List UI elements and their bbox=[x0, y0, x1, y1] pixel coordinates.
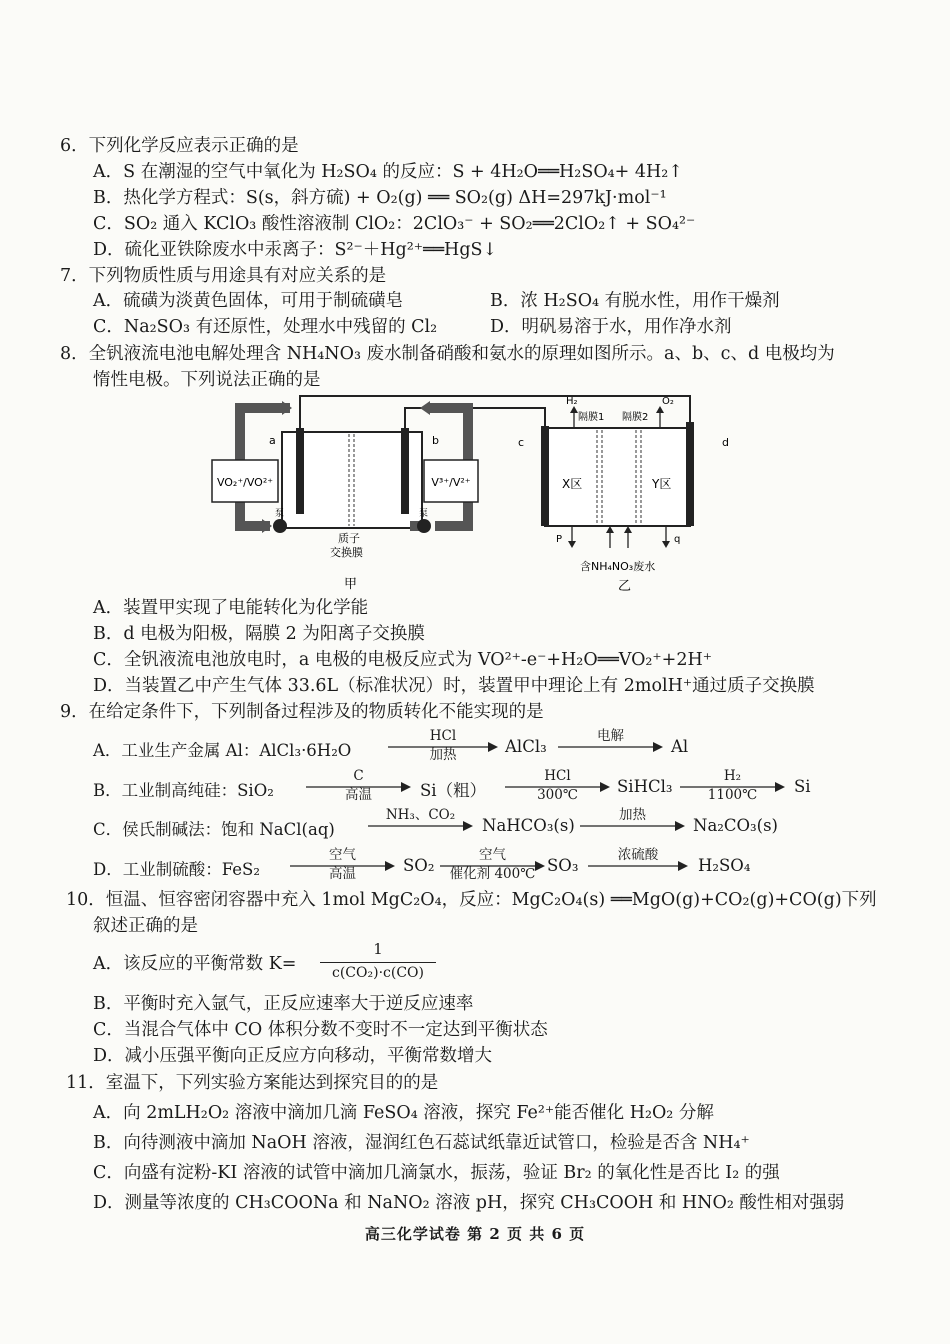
q10-fraction-denominator: c(CO₂)·c(CO) bbox=[332, 965, 424, 981]
q9-b-arrow-1: C 高温 bbox=[306, 769, 411, 805]
q9-c-arrow-1: NH₃、CO₂ bbox=[368, 808, 473, 844]
q9-d-arrow-2: 空气 催化剂 400℃ bbox=[440, 848, 545, 884]
o2-label: O₂ bbox=[662, 396, 674, 407]
q9-a-end: Al bbox=[671, 737, 689, 756]
q6-option-c: C．SO₂ 通入 KClO₃ 酸性溶液制 ClO₂：2ClO₃⁻ + SO₂══2ClO₂↑ + SO₄²⁻ bbox=[93, 214, 696, 234]
q9-option-b-label: B．工业制高纯硅：SiO₂ bbox=[93, 781, 274, 800]
membrane-1-label: 隔膜1 bbox=[578, 412, 605, 423]
q6-option-a: A．S 在潮湿的空气中氧化为 H₂SO₄ 的反应：S + 4H₂O══H₂SO₄+ 4H₂↑ bbox=[93, 162, 683, 182]
membrane-2-label: 隔膜2 bbox=[622, 412, 649, 423]
q9-d-arrow-1: 空气 高温 bbox=[290, 848, 395, 884]
q9-a-arrow-1: HCl 加热 bbox=[388, 729, 498, 765]
waste-label: 含NH₄NO₃废水 bbox=[580, 560, 656, 573]
q11-option-c: C．向盛有淀粉-KI 溶液的试管中滴加几滴氯水，振荡，验证 Br₂ 的氧化性是否比 I₂ 的强 bbox=[93, 1163, 780, 1183]
q6-option-d: D．硫化亚铁除废水中汞离子：S²⁻＋Hg²⁺══HgS↓ bbox=[93, 240, 498, 260]
electrolysis-diagram bbox=[200, 388, 760, 598]
q10-option-b: B．平衡时充入氩气，正反应速率大于逆反应速率 bbox=[93, 994, 474, 1014]
q7-stem: 7．下列物质性质与用途具有对应关系的是 bbox=[60, 266, 387, 286]
pump-label-right: 泵 bbox=[419, 509, 429, 519]
q9-c-end: Na₂CO₃(s) bbox=[693, 816, 778, 835]
q10-stem-line2: 叙述正确的是 bbox=[93, 916, 198, 936]
q-label: q bbox=[674, 534, 681, 545]
q7-option-b: B．浓 H₂SO₄ 有脱水性，用作干燥剂 bbox=[490, 291, 780, 311]
q7-option-a: A．硫磺为淡黄色固体，可用于制硫磺皂 bbox=[93, 291, 404, 311]
q9-b-end: Si bbox=[794, 777, 811, 796]
q10-option-d: D．减小压强平衡向正反应方向移动，平衡常数增大 bbox=[93, 1046, 493, 1066]
q9-a-mid: AlCl₃ bbox=[505, 737, 547, 756]
left-tank-label: VO₂⁺/VO²⁺ bbox=[216, 476, 274, 489]
q9-option-c-label: C．侯氏制碱法：饱和 NaCl(aq) bbox=[93, 820, 335, 839]
q9-option-a-label: A．工业生产金属 Al：AlCl₃·6H₂O bbox=[93, 741, 352, 760]
q9-b-mid-1: Si（粗） bbox=[420, 781, 487, 800]
h2-label: H₂ bbox=[566, 396, 578, 407]
p-label: P bbox=[556, 534, 563, 545]
label-d: d bbox=[722, 436, 729, 449]
q9-d-mid-2: SO₃ bbox=[547, 856, 579, 875]
caption-jia: 甲 bbox=[344, 577, 358, 592]
membrane-label-1: 质子 bbox=[338, 532, 360, 545]
q11-option-a: A．向 2mLH₂O₂ 溶液中滴加几滴 FeSO₄ 溶液，探究 Fe²⁺能否催化 H₂O₂ 分解 bbox=[93, 1103, 714, 1123]
q10-fraction-numerator: 1 bbox=[373, 940, 383, 958]
q9-d-arrow-3: 浓硫酸 bbox=[588, 848, 688, 884]
label-b: b bbox=[432, 434, 439, 447]
q8-option-c: C．全钒液流电池放电时，a 电极的电极反应式为 VO²⁺-e⁻+H₂O══VO₂⁺+2H⁺ bbox=[93, 650, 712, 670]
q9-b-arrow-3: H₂ 1100℃ bbox=[680, 769, 785, 805]
page-footer: 高三化学试卷 第 2 页 共 6 页 bbox=[364, 1225, 586, 1243]
membrane-label-2: 交换膜 bbox=[330, 546, 363, 559]
y-zone-label: Y区 bbox=[652, 477, 672, 491]
q10-stem-line1: 10．恒温、恒容密闭容器中充入 1mol MgC₂O₄，反应：MgC₂O₄(s) ══MgO(g)+CO₂(g)+CO(g)下列 bbox=[66, 890, 877, 910]
q8-stem-line2: 惰性电极。下列说法正确的是 bbox=[93, 370, 321, 390]
q7-option-c: C．Na₂SO₃ 有还原性，处理水中残留的 Cl₂ bbox=[93, 317, 438, 337]
q11-stem: 11．室温下，下列实验方案能达到探究目的的是 bbox=[66, 1073, 439, 1093]
q9-d-mid-1: SO₂ bbox=[403, 856, 435, 875]
q9-stem: 9．在给定条件下，下列制备过程涉及的物质转化不能实现的是 bbox=[60, 702, 544, 722]
fraction-bar bbox=[320, 962, 436, 963]
label-a: a bbox=[269, 434, 276, 447]
q9-b-mid-2: SiHCl₃ bbox=[617, 777, 673, 796]
q11-option-d: D．测量等浓度的 CH₃COONa 和 NaNO₂ 溶液 pH，探究 CH₃COOH 和 HNO₂ 酸性相对强弱 bbox=[93, 1193, 845, 1213]
q8-option-b: B．d 电极为阳极，隔膜 2 为阳离子交换膜 bbox=[93, 624, 425, 644]
right-tank-label: V³⁺/V²⁺ bbox=[431, 476, 471, 489]
q9-b-arrow-2: HCl 300℃ bbox=[505, 769, 610, 805]
q9-a-arrow-2: 电解 bbox=[558, 729, 663, 765]
q6-option-b: B．热化学方程式：S(s，斜方硫) + O₂(g) ══ SO₂(g) ΔH=297kJ·mol⁻¹ bbox=[93, 188, 667, 208]
q9-c-mid: NaHCO₃(s) bbox=[482, 816, 575, 835]
q11-option-b: B．向待测液中滴加 NaOH 溶液，湿润红色石蕊试纸靠近试管口，检验是否含 NH₄⁺ bbox=[93, 1133, 750, 1153]
q9-d-end: H₂SO₄ bbox=[698, 856, 751, 875]
x-zone-label: X区 bbox=[562, 477, 583, 491]
q8-stem-line1: 8．全钒液流电池电解处理含 NH₄NO₃ 废水制备硝酸和氨水的原理如图所示。a、b、c、d 电极均为 bbox=[60, 344, 835, 364]
q6-stem: 6．下列化学反应表示正确的是 bbox=[60, 136, 299, 156]
label-c: c bbox=[518, 436, 525, 449]
q10-option-a-prefix: A．该反应的平衡常数 K= bbox=[93, 954, 297, 974]
q8-option-a: A．装置甲实现了电能转化为化学能 bbox=[93, 598, 369, 618]
q9-option-d-label: D．工业制硫酸：FeS₂ bbox=[93, 860, 260, 879]
q10-option-c: C．当混合气体中 CO 体积分数不变时不一定达到平衡状态 bbox=[93, 1020, 548, 1040]
q9-c-arrow-2: 加热 bbox=[580, 808, 685, 844]
q7-option-d: D．明矾易溶于水，用作净水剂 bbox=[490, 317, 732, 337]
caption-yi: 乙 bbox=[618, 579, 632, 594]
q8-option-d: D．当装置乙中产生气体 33.6L（标准状况）时，装置甲中理论上有 2molH⁺通过质子交换膜 bbox=[93, 676, 815, 696]
pump-label-left: 泵 bbox=[275, 509, 285, 519]
